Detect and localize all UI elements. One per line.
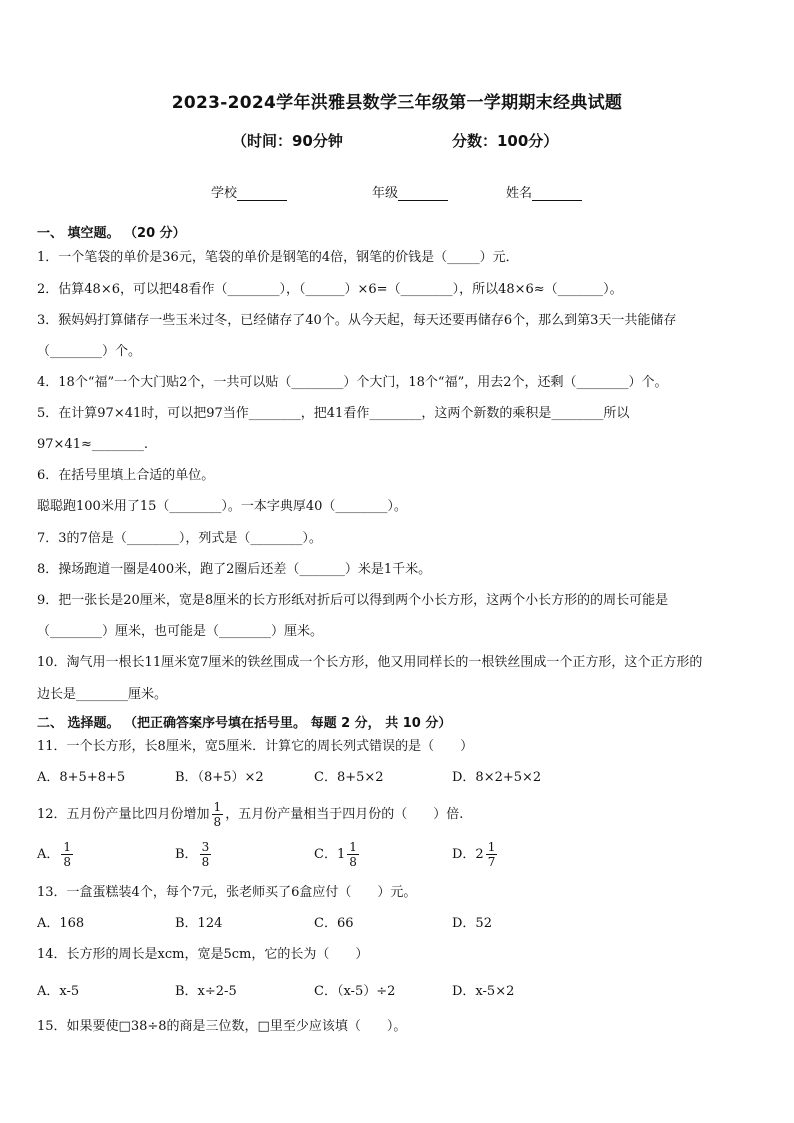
option-fraction <box>347 840 359 869</box>
q14-option-c: C．（x-5）÷2 <box>314 984 396 999</box>
q9: 9．把一张长是20厘米，宽是8厘米的长方形纸对折后可以得到两个小长方形，这两个小长方形的的周长可能是 <box>37 593 669 608</box>
option-label: B． <box>175 847 198 862</box>
exam-score: 分数：100分） <box>452 132 559 150</box>
q14-option-b: B．x÷2-5 <box>175 984 237 999</box>
fraction-numerator: 1 <box>63 840 72 854</box>
q1: 1．一个笔袋的单价是36元，笔袋的单价是钢笔的4倍，钢笔的价钱是（_____）元． <box>37 250 519 265</box>
option-fraction <box>61 840 73 869</box>
q11-option-a: A．8+5+8+5 <box>37 770 126 785</box>
q13-option-d: D．52 <box>452 916 492 931</box>
fraction-numerator: 3 <box>201 840 210 854</box>
q14-option-a: A．x-5 <box>37 984 80 999</box>
school-blank[interactable] <box>237 187 287 201</box>
q14: 14．长方形的周长是xcm，宽是5cm，它的长为（ ） <box>37 947 369 962</box>
fraction-numerator: 1 <box>213 800 222 814</box>
option-fraction <box>200 840 212 869</box>
section-2-heading: 二、 选择题。 （把正确答案序号填在括号里。 每题 2 分， 共 10 分） <box>37 716 452 731</box>
q3: 3．猴妈妈打算储存一些玉米过冬，已经储存了40个。从今天起，每天还要再储存6个，那么到第3天一共能储存 <box>37 313 677 328</box>
q13-option-a: A．168 <box>37 916 85 931</box>
option-label: C．1 <box>314 847 346 862</box>
grade-label: 年级 <box>372 186 399 201</box>
fraction-denominator: 8 <box>201 855 210 869</box>
q8: 8．操场跑道一圈是400米，跑了2圈后还差（_______）米是1千米。 <box>37 562 432 577</box>
option-label: A． <box>37 847 60 862</box>
grade-field <box>372 182 448 201</box>
q12-option-c <box>314 840 361 869</box>
section-1-heading: 一、 填空题。 （20 分） <box>37 226 186 241</box>
q12-stem-after: ，五月份产量相当于四月份的（ ）倍. <box>225 807 464 822</box>
option-label: D．2 <box>452 847 484 862</box>
q10: 10．淘气用一根长11厘米宽7厘米的铁丝围成一个长方形，他又用同样长的一根铁丝围成一个正方形，这个正方形的 <box>37 655 703 670</box>
name-label: 姓名 <box>506 186 533 201</box>
school-field <box>211 182 287 201</box>
fraction-numerator: 1 <box>349 840 357 854</box>
q2: 2．估算48×6，可以把48看作（________），（______）×6=（________），所以48×6≈（_______）。 <box>37 282 623 297</box>
fraction-denominator: 8 <box>213 815 222 829</box>
q13: 13．一盒蛋糕装4个，每个7元，张老师买了6盒应付（ ）元。 <box>37 885 417 900</box>
q13-option-b: B．124 <box>175 916 223 931</box>
q10-cont: 边长是________厘米。 <box>37 687 168 702</box>
q4: 4．18个“福”一个大门贴2个，一共可以贴（________）个大门，18个“福”，用去2个，还剩（________）个。 <box>37 375 668 390</box>
q11-option-d: D．8×2+5×2 <box>452 770 542 785</box>
q3-cont: （________）个。 <box>37 344 142 359</box>
q6-cont: 聪聪跑100米用了15（________）。一本字典厚40（________）。 <box>37 499 407 514</box>
q12-option-a <box>37 840 75 869</box>
q5: 5．在计算97×41时，可以把97当作________，把41看作________，这两个新数的乘积是________所以 <box>37 406 630 421</box>
fraction-numerator: 1 <box>487 840 496 854</box>
q15: 15．如果要使□38÷8的商是三位数，□里至少应该填（ ）。 <box>37 1019 407 1034</box>
q11-option-c: C．8+5×2 <box>314 770 384 785</box>
fraction-denominator: 8 <box>349 855 357 869</box>
fraction-denominator: 7 <box>487 855 496 869</box>
name-field <box>506 182 582 201</box>
q12 <box>37 800 463 829</box>
name-blank[interactable] <box>532 187 582 201</box>
q7: 7．3的7倍是（________），列式是（________）。 <box>37 531 322 546</box>
page-title: 2023-2024学年洪雅县数学三年级第一学期期末经典试题 <box>171 93 623 113</box>
grade-blank[interactable] <box>398 187 448 201</box>
q9-cont: （________）厘米，也可能是（________）厘米。 <box>37 624 324 639</box>
school-label: 学校 <box>211 186 238 201</box>
q12-option-b <box>175 840 213 869</box>
q11: 11．一个长方形，长8厘米，宽5厘米．计算它的周长列式错误的是（ ） <box>37 739 474 754</box>
q14-option-d: D．x-5×2 <box>452 984 515 999</box>
q6: 6．在括号里填上合适的单位。 <box>37 468 215 483</box>
q12-stem-before: 12．五月份产量比四月份增加 <box>37 807 210 822</box>
q12-stem-fraction <box>212 800 224 829</box>
exam-time: （时间：90分钟 <box>232 132 343 150</box>
q12-option-d <box>452 840 499 869</box>
q13-option-c: C．66 <box>314 916 354 931</box>
option-fraction <box>486 840 498 869</box>
q5-cont: 97×41≈________. <box>37 437 149 452</box>
fraction-denominator: 8 <box>63 855 72 869</box>
q11-option-b: B．（8+5）×2 <box>175 770 264 785</box>
